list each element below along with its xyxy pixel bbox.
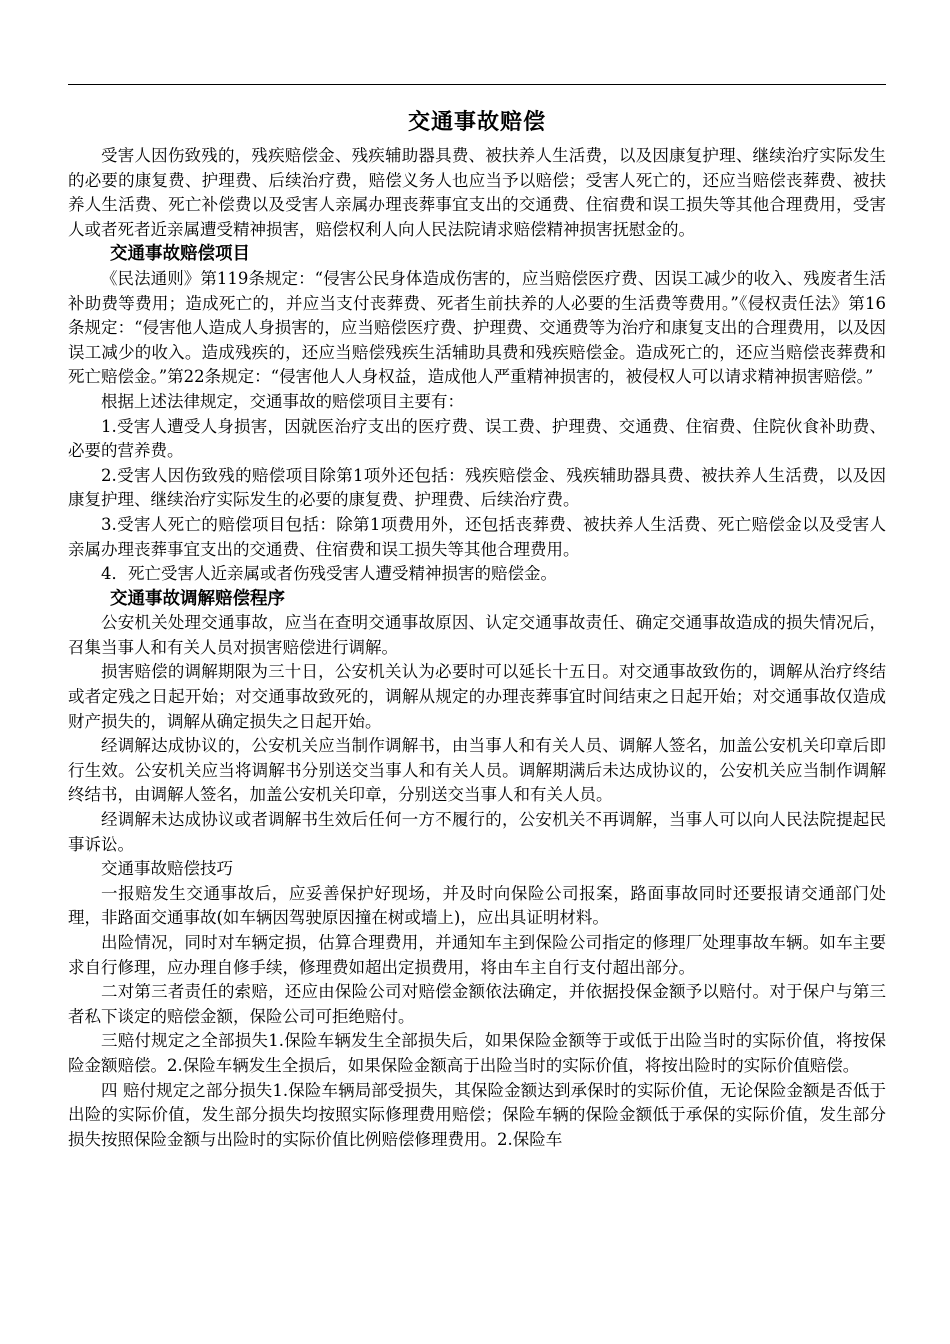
- section-heading-mediation-procedure: 交通事故调解赔偿程序: [110, 588, 285, 609]
- paragraph: 三赔付规定之全部损失1.保险车辆发生全部损失后，如果保险金额等于或低于出险当时的实际价值，将按保险金额赔偿。2.保险车辆发生全损后，如果保险金额高于出险当时的实际价值，将按出险时的实际价值赔偿。: [68, 1031, 886, 1075]
- page-title: 交通事故赔偿: [407, 110, 546, 135]
- document-page: [68, 104, 886, 1152]
- paragraph: 四 赔付规定之部分损失1.保险车辆局部受损失，其保险金额达到承保时的实际价值，无论保险金额是否低于出险的实际价值，发生部分损失均按照实际修理费用赔偿；保险车辆的保险金额低于承保的实际价值，发生部分损失按照保险金额与出险时的实际价值比例赔偿修理费用。2.保险车: [68, 1080, 886, 1149]
- intro-paragraph: 受害人因伤致残的，残疾赔偿金、残疾辅助器具费、被扶养人生活费，以及因康复护理、继续治疗实际发生的必要的康复费、护理费、后续治疗费，赔偿义务人也应当予以赔偿；受害人死亡的，还应当赔偿丧葬费、被扶养人生活费、死亡补偿费以及受害人亲属办理丧葬事宜支出的交通费、住宿费和误工损失等其他合理费用，受害人或者死者近亲属遭受精神损害，赔偿权利人向人民法院请求赔偿精神损害抚慰金的。: [68, 146, 886, 239]
- list-item: 3.受害人死亡的赔偿项目包括：除第1项费用外，还包括丧葬费、被扶养人生活费、死亡赔偿金以及受害人亲属办理丧葬事宜支出的交通费、住宿费和误工损失等其他合理费用。: [68, 514, 886, 559]
- paragraph: 根据上述法律规定，交通事故的赔偿项目主要有：: [101, 391, 464, 411]
- header-rule: [68, 84, 886, 85]
- paragraph: 经调解未达成协议或者调解书生效后任何一方不履行的，公安机关不再调解，当事人可以向人民法院提起民事诉讼。: [68, 810, 886, 854]
- paragraph: 出险情况，同时对车辆定损，估算合理费用，并通知车主到保险公司指定的修理厂处理事故车辆。如车主要求自行修理，应办理自修手续，修理费如超出定损费用，将由车主自行支付超出部分。: [68, 933, 886, 977]
- list-item: 2.受害人因伤致残的赔偿项目除第1项外还包括：残疾赔偿金、残疾辅助器具费、被扶养人生活费，以及因康复护理、继续治疗实际发生的必要的康复费、护理费、后续治疗费。: [68, 465, 886, 510]
- paragraph: 公安机关处理交通事故，应当在查明交通事故原因、认定交通事故责任、确定交通事故造成的损失情况后，召集当事人和有关人员对损害赔偿进行调解。: [68, 613, 886, 657]
- section-heading-compensation-items: 交通事故赔偿项目: [110, 244, 250, 265]
- paragraph: 一报赔发生交通事故后，应妥善保护好现场，并及时向保险公司报案，路面事故同时还要报请交通部门处理，非路面交通事故(如车辆因驾驶原因撞在树或墙上)，应出具证明材料。: [68, 883, 886, 928]
- list-item: 1.受害人遭受人身损害，因就医治疗支出的医疗费、误工费、护理费、交通费、住宿费、住院伙食补助费、必要的营养费。: [68, 416, 886, 461]
- paragraph: 经调解达成协议的，公安机关应当制作调解书，由当事人和有关人员、调解人签名，加盖公安机关印章后即行生效。公安机关应当将调解书分别送交当事人和有关人员。调解期满后未达成协议的，公安机关应当制作调解终结书，由调解人签名，加盖公安机关印章，分别送交当事人和有关人员。: [68, 736, 886, 805]
- paragraph: 《民法通则》第119条规定：“侵害公民身体造成伤害的，应当赔偿医疗费、因误工减少的收入、残废者生活补助费等费用；造成死亡的，并应当支付丧葬费、死者生前扶养的人必要的生活费等费用。”《侵权责任法》第16条规定：“侵害他人造成人身损害的，应当赔偿医疗费、护理费、交通费等为治疗和康复支出的合理费用，以及因误工减少的收入。造成残疾的，还应当赔偿残疾生活辅助具费和残疾赔偿金。造成死亡的，还应当赔偿丧葬费和死亡赔偿金。”第22条规定：“侵害他人人身权益，造成他人严重精神损害的，被侵权人可以请求精神损害赔偿。”: [68, 268, 886, 387]
- paragraph: 损害赔偿的调解期限为三十日，公安机关认为必要时可以延长十五日。对交通事故致伤的，调解从治疗终结或者定残之日起开始；对交通事故致死的，调解从规定的办理丧葬事宜时间结束之日起开始；对交通事故仅造成财产损失的，调解从确定损失之日起开始。: [68, 662, 886, 731]
- paragraph: 二对第三者责任的索赔，还应由保险公司对赔偿金额依法确定，并依据投保金额予以赔付。对于保户与第三者私下谈定的赔偿金额，保险公司可拒绝赔付。: [68, 982, 886, 1026]
- list-item: 4．死亡受害人近亲属或者伤残受害人遭受精神损害的赔偿金。: [101, 564, 557, 584]
- section-heading-compensation-tips: 交通事故赔偿技巧: [101, 859, 233, 879]
